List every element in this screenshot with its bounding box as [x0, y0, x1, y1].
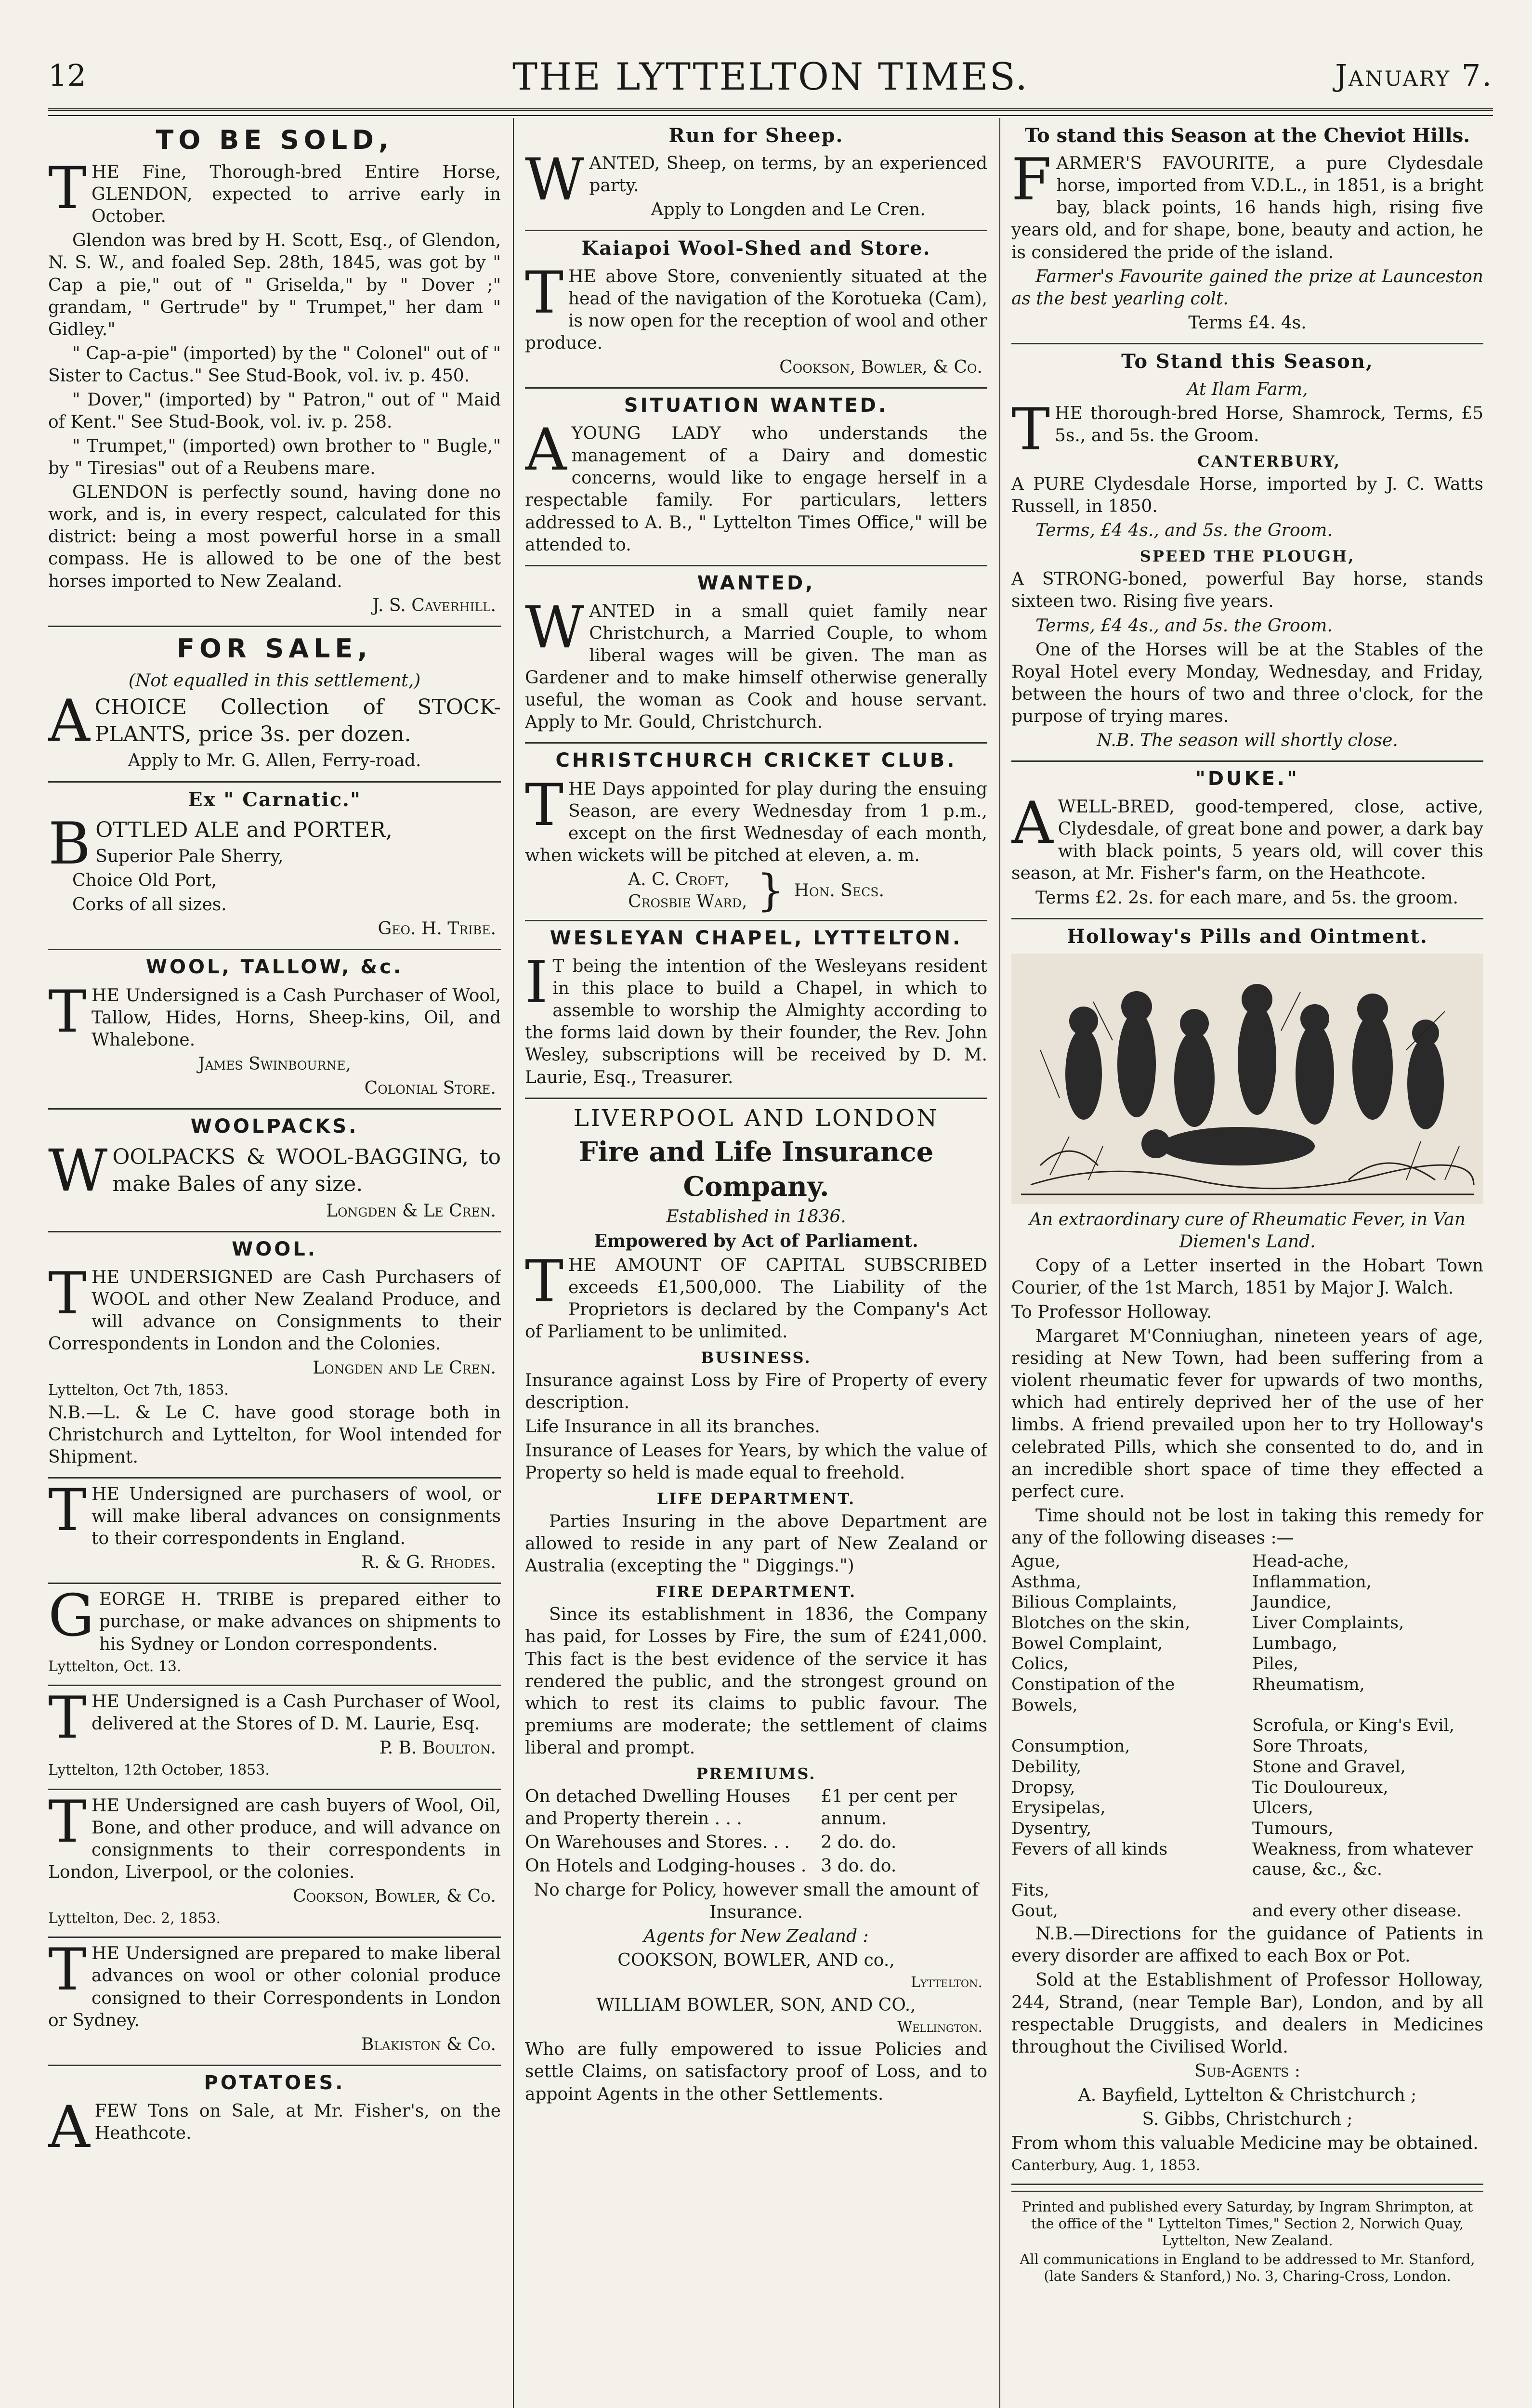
- premium-rate: 3 do. do.: [821, 1856, 897, 1876]
- disease-item: Tic Douloureux,: [1252, 1778, 1388, 1797]
- ad-signature: R. & G. Rhodes.: [361, 1553, 496, 1573]
- ad-text: AYOUNG LADY who understands the management of a Dairy and domestic concerns, would like to engage herself in a respectable family. For particulars, letters addressed to A. B., " Lyttelton Times Office," will be attended to.: [525, 417, 987, 555]
- ad-heading: Kaiapoi Wool-Shed and Store.: [581, 237, 931, 260]
- ad-text: Choice Old Port,: [72, 871, 217, 891]
- ad-signature: Longden & Le Cren.: [326, 1201, 496, 1221]
- newspaper-title: THE LYTTELTON TIMES.: [512, 55, 1029, 99]
- ad-signature: Longden and Le Cren.: [313, 1358, 496, 1378]
- ad-wool: [48, 1237, 501, 1479]
- ad-subheading: Empowered by Act of Parliament.: [594, 1231, 918, 1252]
- agent-name: WILLIAM BOWLER, SON, AND CO.,: [596, 1995, 916, 2015]
- ad-text: THE Undersigned is a Cash Purchaser of Wool, Tallow, Hides, Horns, Sheep-kins, Oil, and Whalebone.: [48, 978, 501, 1050]
- ad-text: Apply to Mr. G. Allen, Ferry-road.: [128, 751, 421, 771]
- ad-subheading: (Not equalled in this settlement,): [128, 670, 421, 691]
- disease-item: Piles,: [1252, 1654, 1298, 1674]
- ad-text: Copy of a Letter inserted in the Hobart Town Courier, of the 1st March, 1851 by Major J. Walch.: [1011, 1256, 1483, 1298]
- ad-signature: J. S. Caverhill.: [372, 595, 496, 615]
- disease-item: Asthma,: [1011, 1572, 1082, 1592]
- ad-situation-wanted: [525, 393, 987, 566]
- ad-heading: TO BE SOLD,: [156, 125, 393, 155]
- disease-item: Erysipelas,: [1011, 1798, 1106, 1818]
- ad-text: Apply to Longden and Le Cren.: [651, 200, 926, 220]
- ad-text: Insurance against Loss by Fire of Property of every description.: [525, 1370, 987, 1413]
- ad-subheading: Established in 1836.: [666, 1207, 846, 1227]
- disease-item: Weakness, from whatever cause, &c., &c.: [1252, 1839, 1473, 1880]
- ad-cookson-buyers: [48, 1788, 501, 1938]
- disease-item: Blotches on the skin,: [1011, 1613, 1191, 1633]
- ad-wool-tallow: [48, 955, 501, 1110]
- agent-name: A. Bayfield, Lyttelton & Christchurch ;: [1078, 2085, 1417, 2105]
- ad-text: " Trumpet," (imported) own brother to " Bugle," by " Tiresias" out of a Reubens mare.: [48, 436, 501, 479]
- ad-heading: SITUATION WANTED.: [624, 394, 889, 417]
- disease-item: Bowel Complaint,: [1011, 1634, 1163, 1653]
- column-right: [1011, 120, 1483, 2408]
- ad-text: Insurance of Leases for Years, by which the value of Property so held is made equal to freehold.: [525, 1441, 987, 1483]
- ad-text: Sold at the Establishment of Professor Holloway, 244, Strand, (near Temple Bar), London, and by all respectable Druggists, and dealers in Medicines throughout the Civilised World.: [1011, 1970, 1483, 2057]
- ad-woolpacks: [48, 1114, 501, 1232]
- ad-signatories: [525, 865, 987, 916]
- disease-item: and every other disease.: [1252, 1901, 1462, 1921]
- ad-text: THE thorough-bred Horse, Shamrock, Terms, £5 5s., and 5s. the Groom.: [1011, 396, 1483, 464]
- section-heading: Sub-Agents :: [1194, 2061, 1300, 2081]
- ad-signature: Cookson, Bowler, & Co.: [779, 357, 982, 377]
- ad-text: Corks of all sizes.: [72, 895, 227, 915]
- ad-rhodes: [48, 1477, 501, 1584]
- section-heading: Agents for New Zealand :: [643, 1926, 869, 1947]
- ad-text: WANTED, Sheep, on terms, by an experienced party.: [525, 146, 987, 214]
- section-heading: SPEED THE PLOUGH,: [1139, 547, 1355, 566]
- ad-text: A PURE Clydesdale Horse, imported by J. C. Watts Russell, in 1850.: [1011, 474, 1483, 517]
- ad-text: A STRONG-boned, powerful Bay horse, stands sixteen two. Rising five years.: [1011, 569, 1483, 612]
- ad-text: IT being the intention of the Wesleyans resident in this place to build a Chapel, in which to assemble to worship the Almighty according to the forms laid down by their founder, the Rev. John Wesley, subscriptions will be received by D. M. Laurie, Esq., Treasurer.: [525, 949, 987, 1087]
- ad-signature: P. B. Boulton.: [379, 1738, 496, 1758]
- disease-item: [1011, 1715, 1243, 1736]
- ad-boulton: [48, 1684, 501, 1790]
- printer-imprint: [1011, 2190, 1483, 2284]
- agent-place: Wellington.: [897, 2018, 982, 2036]
- disease-item: Sore Throats,: [1252, 1737, 1369, 1756]
- ad-text: THE Undersigned are purchasers of wool, or will make liberal advances on consignments to their correspondents in England.: [48, 1477, 501, 1549]
- disease-item: Colics,: [1011, 1654, 1069, 1674]
- ad-text: To Professor Holloway.: [1011, 1302, 1212, 1322]
- ad-date: Lyttelton, Dec. 2, 1853.: [48, 1910, 221, 1927]
- ad-text: GLENDON is perfectly sound, having done no work, and is, in every respect, calculated for this district: being a most powerful horse in a small compass. He is allowed to be one of the best horses imported to New Zealand.: [48, 483, 501, 591]
- page-number: 12: [48, 58, 86, 93]
- disease-item: Ague,: [1011, 1551, 1061, 1571]
- disease-item: Tumours,: [1252, 1819, 1334, 1838]
- disease-item: Scrofula, or King's Evil,: [1252, 1716, 1454, 1736]
- brace-glyph: }: [757, 865, 785, 916]
- ad-heading: WESLEYAN CHAPEL, LYTTELTON.: [550, 927, 963, 949]
- ad-heading: CHRISTCHURCH CRICKET CLUB.: [555, 749, 957, 772]
- section-heading: BUSINESS.: [701, 1348, 812, 1367]
- ad-run-for-sheep: [525, 123, 987, 231]
- header-rule: [48, 108, 1493, 116]
- ad-heading: "DUKE.": [1195, 768, 1299, 790]
- ad-carnatic: [48, 787, 501, 951]
- masthead: [48, 48, 1493, 111]
- disease-item: Rheumatism,: [1252, 1675, 1365, 1695]
- ad-text: Parties Insuring in the above Department are allowed to reside in any part of New Zealand or Australia (excepting the " Diggings."): [525, 1512, 987, 1576]
- imprint-text: All communications in England to be addressed to Mr. Stanford, (late Sanders & Stanford,) No. 3, Charing-Cross, London.: [1020, 2251, 1475, 2284]
- disease-item: Head-ache,: [1252, 1551, 1349, 1571]
- section-heading: FIRE DEPARTMENT.: [655, 1583, 857, 1601]
- ad-text: Terms £4. 4s.: [1188, 313, 1307, 333]
- disease-item: Bilious Complaints,: [1011, 1593, 1178, 1612]
- ad-text: THE Undersigned are cash buyers of Wool, Oil, Bone, and other produce, and will advance on consignments to their correspondents in London, Liverpool, or the colonies.: [48, 1788, 501, 1882]
- ad-text: Life Insurance in all its branches.: [525, 1416, 820, 1437]
- premium-label: On Warehouses and Stores. . .: [525, 1832, 790, 1853]
- agent-name: S. Gibbs, Christchurch ;: [1142, 2109, 1353, 2129]
- ad-text: THE Undersigned is a Cash Purchaser of Wool, delivered at the Stores of D. M. Laurie, Esq.: [48, 1684, 501, 1752]
- ad-text: From whom this valuable Medicine may be obtained.: [1011, 2133, 1479, 2154]
- disease-item: Gout,: [1011, 1901, 1058, 1921]
- issue-date: January 7.: [1335, 58, 1493, 93]
- ad-holloway: [1011, 924, 1483, 2186]
- ad-text: No charge for Policy, however small the amount of Insurance.: [534, 1880, 979, 1923]
- ad-signature: Cookson, Bowler, & Co.: [293, 1886, 496, 1906]
- ad-duke: [1011, 767, 1483, 919]
- premium-row: [525, 1832, 987, 1854]
- ad-heading: To Stand this Season,: [1121, 350, 1374, 373]
- ad-ilam-farm: [1011, 349, 1483, 762]
- engraving-caption: An extraordinary cure of Rheumatic Fever, in Van Diemen's Land.: [1029, 1209, 1466, 1252]
- disease-item: Lumbago,: [1252, 1634, 1337, 1653]
- ad-cheviot-hills: [1011, 123, 1483, 344]
- ad-blakiston: [48, 1937, 501, 2066]
- ad-text: Terms, £4 4s., and 5s. the Groom.: [1035, 521, 1333, 541]
- premium-rate: £1 per cent per annum.: [821, 1786, 957, 1829]
- column-middle: [525, 120, 987, 2408]
- section-heading: PREMIUMS.: [696, 1764, 816, 1783]
- ad-signature: Crosbie Ward,: [628, 891, 747, 912]
- ad-heading: Holloway's Pills and Ointment.: [1067, 925, 1428, 948]
- ad-text: WOOLPACKS & WOOL-BAGGING, to make Bales of any size.: [48, 1138, 501, 1205]
- ad-subheading: At Ilam Farm,: [1187, 380, 1308, 399]
- ad-heading: Fire and Life Insurance Company.: [578, 1136, 934, 1203]
- ad-signature-role: Hon. Secs.: [794, 880, 884, 901]
- ad-text: Who are fully empowered to issue Policies and settle Claims, on satisfactory proof of Loss, and to appoint Agents in the other Settlements.: [525, 2040, 987, 2104]
- column-left: [48, 120, 501, 2408]
- disease-item: Fevers of all kinds: [1011, 1839, 1168, 1859]
- disease-item: Ulcers,: [1252, 1798, 1313, 1818]
- ad-text: N.B.—Directions for the guidance of Patients in every disorder are affixed to each Box or Pot.: [1011, 1924, 1483, 1966]
- ad-text: N.B. The season will shortly close.: [1097, 730, 1398, 750]
- ad-text: Glendon was bred by H. Scott, Esq., of Glendon, N. S. W., and foaled Sep. 28th, 1845, was got by " Cap a pie," out of " Griselda," by " Dover ;" grandam, " Gertrude" by " Trumpet," her dam " Gidley.": [48, 231, 501, 340]
- ad-heading: Ex " Carnatic.": [188, 788, 361, 811]
- disease-item: Constipation of the Bowels,: [1011, 1675, 1175, 1715]
- ad-heading: WANTED,: [697, 572, 815, 594]
- ad-signature: James Swinbourne,: [198, 1054, 351, 1074]
- ad-heading: Run for Sheep.: [668, 124, 844, 147]
- ad-text: N.B.—L. & Le C. have good storage both in Christchurch and Lyttelton, for Wool intended for Shipment.: [48, 1402, 501, 1467]
- ad-text: " Cap-a-pie" (imported) by the " Colonel" out of " Sister to Cactus." See Stud-Book, vol. iv. p. 450.: [48, 343, 501, 386]
- ad-text: FARMER'S FAVOURITE, a pure Clydesdale horse, imported from V.D.L., in 1851, is a bright bay, black points, 16 hands high, rising five years old, and for shape, bone, beauty and action, he is considered the pride of the island.: [1011, 146, 1483, 262]
- ad-heading: POTATOES.: [204, 2071, 345, 2094]
- disease-item: Liver Complaints,: [1252, 1613, 1404, 1633]
- ad-text: One of the Horses will be at the Stables of the Royal Hotel every Monday, Wednesday, and Friday, between the hours of two and three o'clock, for the purpose of trying mares.: [1011, 640, 1483, 726]
- ad-text: BOTTLED ALE and PORTER,: [48, 810, 393, 877]
- premium-rate: 2 do. do.: [821, 1832, 897, 1853]
- disease-item: [1252, 1880, 1483, 1901]
- premium-label: On Hotels and Lodging-houses .: [525, 1856, 807, 1876]
- ad-kaiapoi: [525, 236, 987, 389]
- ad-potatoes: [48, 2071, 501, 2161]
- ad-text: AWELL-BRED, good-tempered, close, active, Clydesdale, of great bone and power, a dark bay with black points, 5 years old, will cover this season, at Mr. Fisher's farm, on the Heathcote.: [1011, 790, 1483, 884]
- ad-text: Time should not be lost in taking this remedy for any of the following diseases :—: [1011, 1505, 1483, 1548]
- imprint-text: Printed and published every Saturday, by Ingram Shrimpton, at the office of the " Lyttelton Times," Section 2, Norwich Quay, Lyttelton, New Zealand.: [1021, 2199, 1473, 2249]
- ad-wanted: [525, 571, 987, 744]
- ad-text: WANTED in a small quiet family near Christchurch, a Married Couple, to whom liberal wages will be given. The man as Gardener and to make himself otherwise generally useful, the woman as Cook and house servant. Apply to Mr. Gould, Christchurch.: [525, 594, 987, 733]
- disease-item: Debility,: [1011, 1757, 1082, 1777]
- premium-row: [525, 1786, 987, 1830]
- column-divider: [513, 118, 514, 2408]
- ad-text: Since its establishment in 1836, the Company has paid, for Losses by Fire, the sum of £241,000. This fact is the best evidence of the service it has rendered the public, and the strongest ground on which to rest its claims to public favour. The premiums are moderate; the settlement of claims liberal and prompt.: [525, 1605, 987, 1758]
- premium-label: On detached Dwelling Houses and Property therein . . .: [525, 1786, 791, 1829]
- ad-text: Terms £2. 2s. for each mare, and 5s. the groom.: [1035, 888, 1458, 908]
- disease-item: Stone and Gravel,: [1252, 1757, 1406, 1777]
- section-heading: CANTERBURY,: [1197, 452, 1341, 471]
- ad-text: Terms, £4 4s., and 5s. the Groom.: [1035, 615, 1333, 636]
- ad-text: Farmer's Favourite gained the prize at Launceston as the best yearling colt.: [1011, 266, 1483, 309]
- column-divider: [999, 118, 1000, 2408]
- ad-cricket-club: [525, 748, 987, 921]
- engraving-illustration: [1011, 954, 1483, 1204]
- ad-wesleyan-chapel: [525, 926, 987, 1099]
- disease-item: Dropsy,: [1011, 1778, 1075, 1797]
- agent-place: Lyttelton.: [911, 1974, 982, 1991]
- ad-date: Lyttelton, Oct. 13.: [48, 1658, 182, 1675]
- disease-item: Inflammation,: [1252, 1572, 1372, 1592]
- ad-text: ACHOICE Collection of STOCK-PLANTS, price 3s. per dozen.: [48, 687, 501, 755]
- ad-heading: LIVERPOOL AND LONDON: [573, 1104, 939, 1132]
- ad-text: THE Days appointed for play during the ensuing Season, are every Wednesday from 1 p.m., except on the first Wednesday of each month, when wickets will be pitched at eleven, a. m.: [525, 772, 987, 865]
- ad-text: " Dover," (imported) by " Patron," out of " Maid of Kent." See Stud-Book, vol. iv. p. 258.: [48, 390, 501, 432]
- ad-signature: Geo. H. Tribe.: [378, 919, 496, 939]
- ad-date: Canterbury, Aug. 1, 1853.: [1011, 2157, 1201, 2174]
- ad-date: Lyttelton, Oct 7th, 1853.: [48, 1382, 229, 1399]
- ad-heading: WOOLPACKS.: [190, 1115, 359, 1138]
- ad-text: Margaret M'Conniughan, nineteen years of age, residing at New Town, had been suffering from a violent rheumatic fever for upwards of two months, which had entirely deprived her of the use of her limbs. A friend prevailed upon her to try Holloway's celebrated Pills, which she consented to do, and in an incredible short space of time they effected a perfect cure.: [1011, 1326, 1483, 1502]
- ad-text: THE above Store, conveniently situated at the head of the navigation of the Korotueka (Cam), is now open for the reception of wool and other produce.: [525, 259, 987, 353]
- ad-text: THE Undersigned are prepared to make liberal advances on wool or other colonial produce consigned to their Correspondents in London or Sydney.: [48, 1937, 501, 2030]
- ad-text: Superior Pale Sherry,: [95, 847, 284, 867]
- ad-text: THE Fine, Thorough-bred Entire Horse, GLENDON, expected to arrive early in October.: [48, 155, 501, 227]
- ad-heading: FOR SALE,: [177, 633, 372, 664]
- section-heading: LIFE DEPARTMENT.: [656, 1490, 856, 1508]
- ad-signature: Colonial Store.: [364, 1078, 496, 1098]
- disease-item: Dysentry,: [1011, 1819, 1092, 1838]
- disease-item: Jaundice,: [1252, 1593, 1332, 1612]
- ad-signature: A. C. Croft,: [628, 869, 730, 890]
- disease-item: Fits,: [1011, 1880, 1049, 1900]
- ad-signature: Blakiston & Co.: [361, 2034, 496, 2055]
- ad-text: GEORGE H. TRIBE is prepared either to purchase, or make advances on shipments to his Sydney or London correspondents.: [48, 1583, 501, 1654]
- ad-text: THE UNDERSIGNED are Cash Purchasers of WOOL and other New Zealand Produce, and will advance on Consignments to their Correspondents in London and the Colonies.: [48, 1260, 501, 1354]
- ad-glendon: [48, 123, 501, 627]
- disease-list: [1011, 1551, 1483, 1921]
- disease-item: Consumption,: [1011, 1737, 1130, 1756]
- ad-tribe: [48, 1583, 501, 1686]
- ad-insurance: [525, 1104, 987, 2114]
- ad-text: AFEW Tons on Sale, at Mr. Fisher's, on the Heathcote.: [48, 2094, 501, 2161]
- ad-for-sale: [48, 632, 501, 783]
- ad-date: Lyttelton, 12th October, 1853.: [48, 1762, 270, 1779]
- ad-heading: To stand this Season at the Cheviot Hills.: [1024, 124, 1470, 147]
- premium-row: [525, 1855, 987, 1877]
- ad-text: THE AMOUNT OF CAPITAL SUBSCRIBED exceeds £1,500,000. The Liability of the Proprietors is declared by the Company's Act of Parliament to be unlimited.: [525, 1248, 987, 1342]
- ad-heading: WOOL.: [232, 1238, 317, 1260]
- agent-name: COOKSON, BOWLER, AND co.,: [617, 1950, 895, 1971]
- ad-heading: WOOL, TALLOW, &c.: [145, 956, 404, 979]
